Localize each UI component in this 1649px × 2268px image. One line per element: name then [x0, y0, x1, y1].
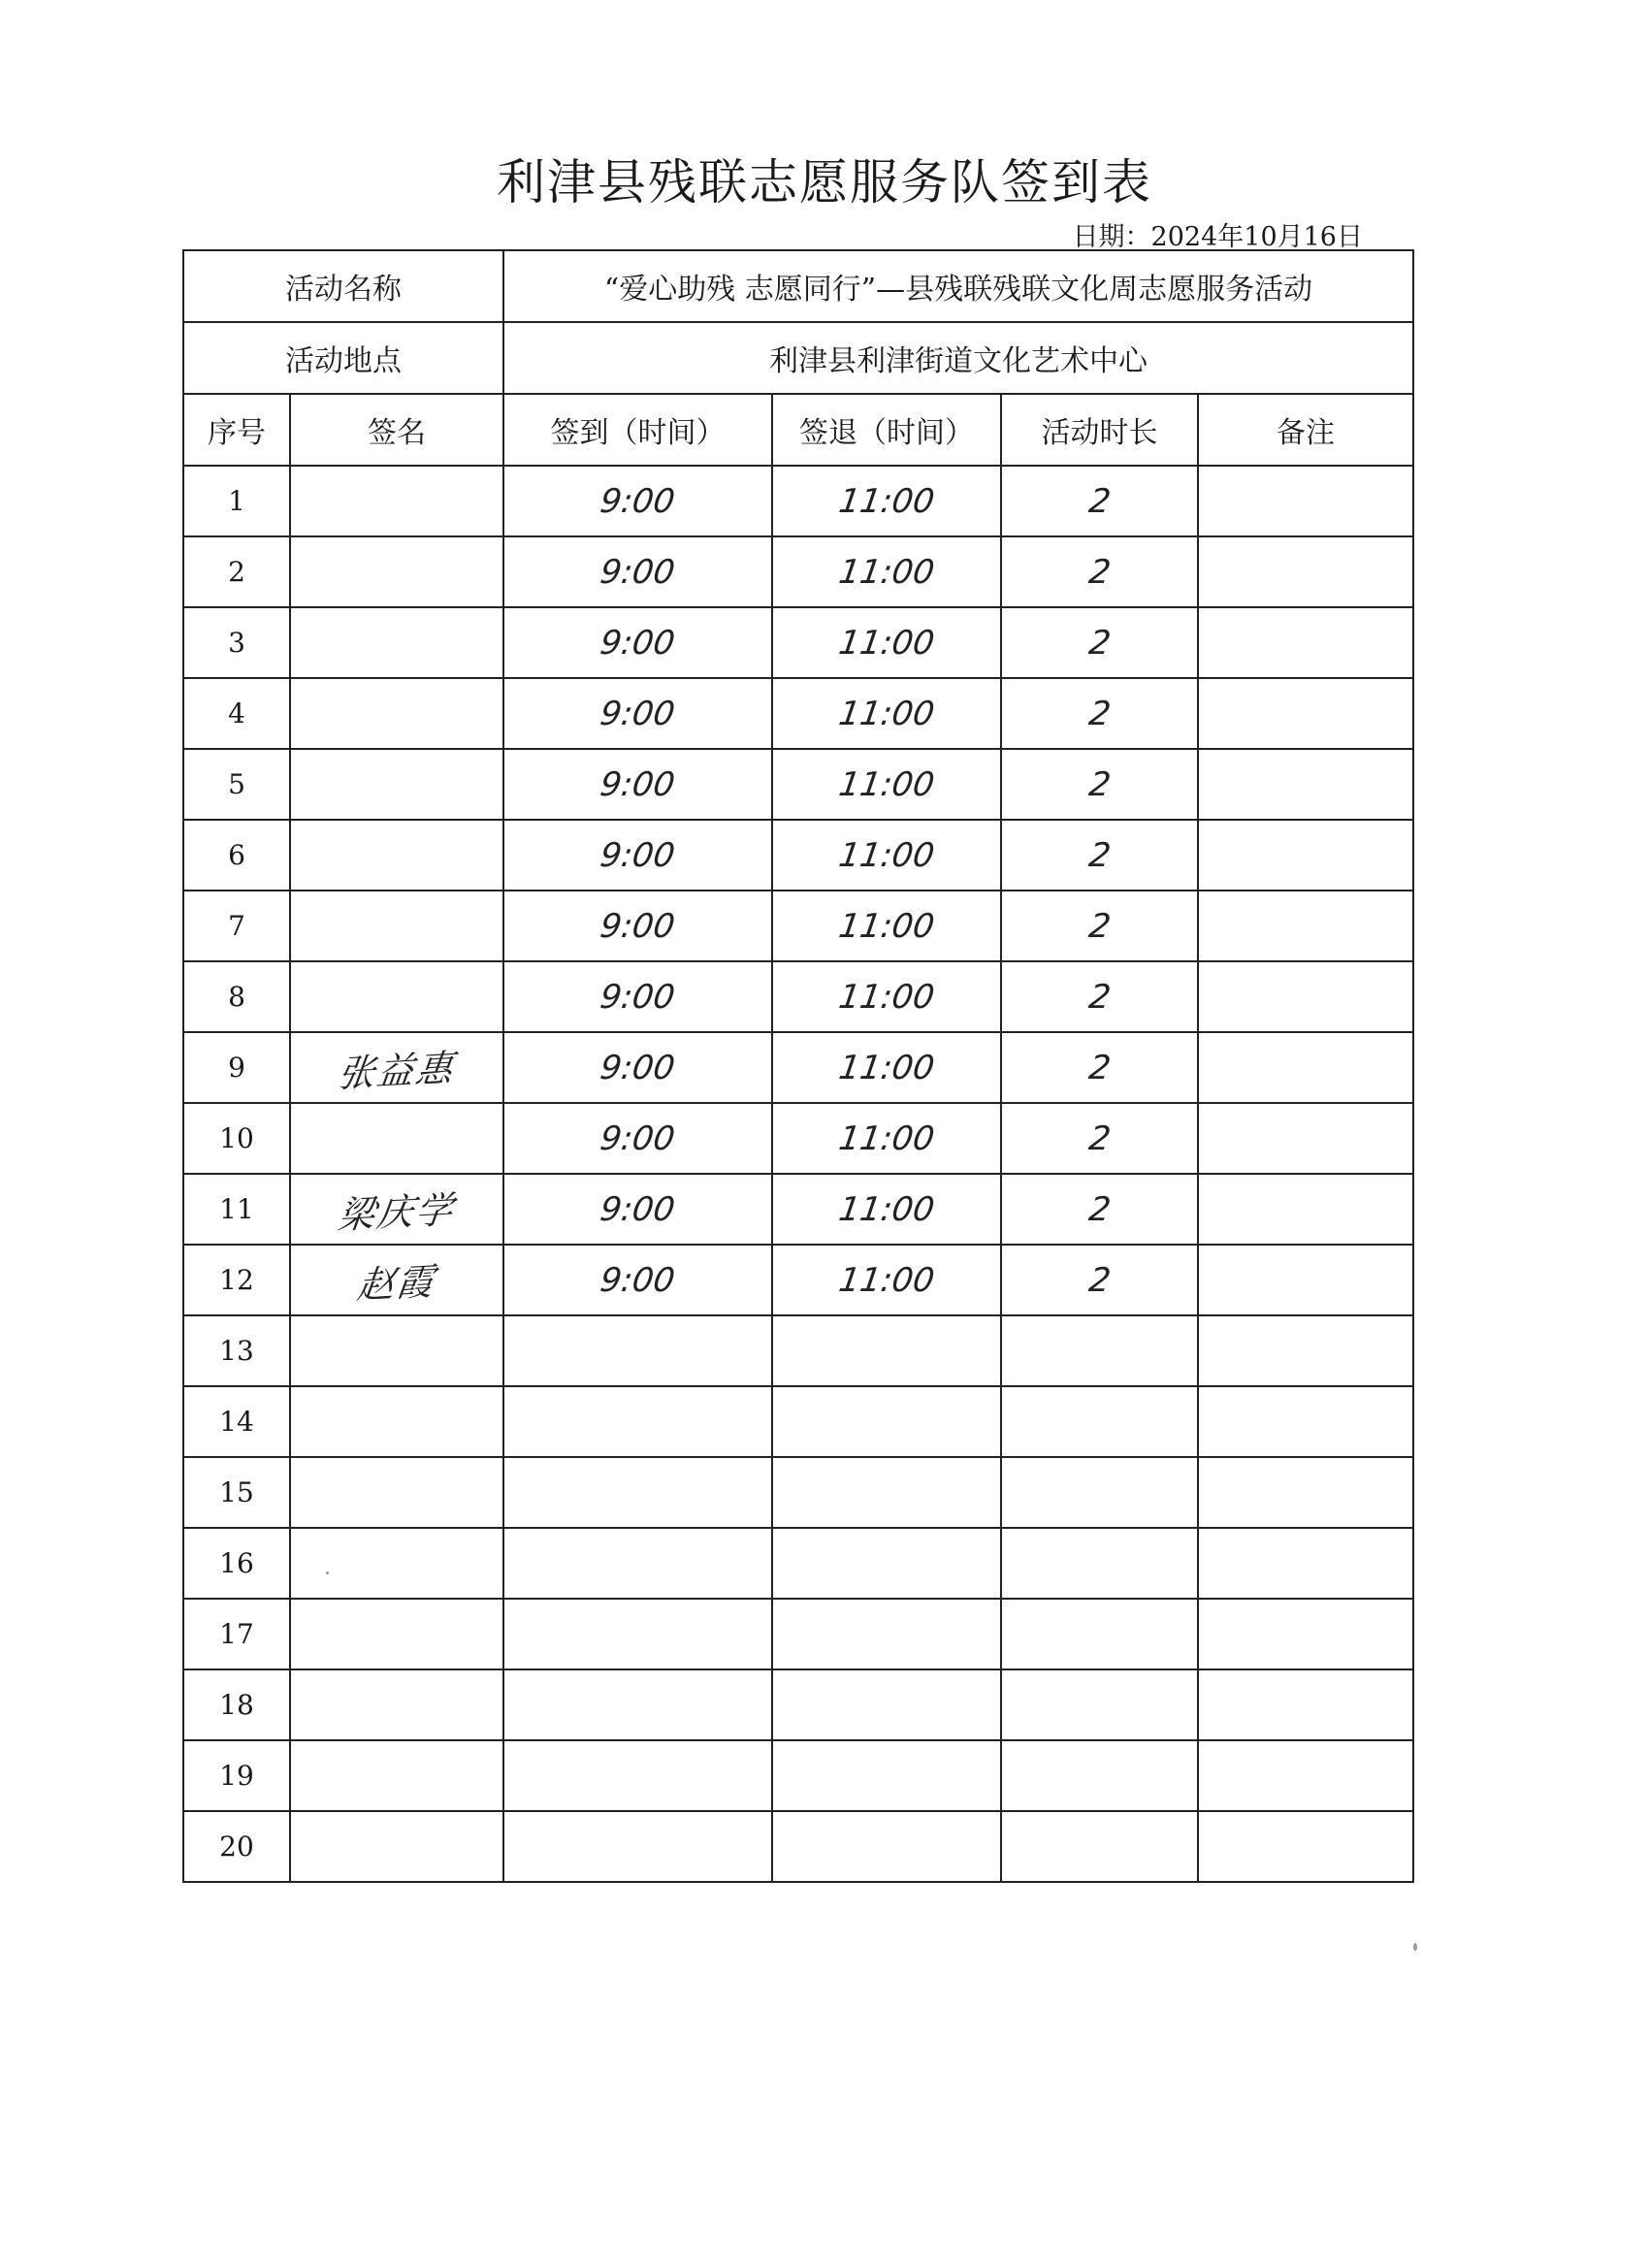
table-row [183, 1032, 1413, 1103]
header-duration: 活动时长 [1001, 394, 1198, 466]
sign-out-time [772, 1669, 1001, 1740]
location-value: 利津县利津街道文化艺术中心 [503, 322, 1413, 394]
sign-in-time-handwriting: 9:00 [598, 977, 678, 1017]
table-row [183, 678, 1413, 749]
sign-out-time [772, 466, 1001, 536]
location-label: 活动地点 [183, 322, 503, 394]
remarks-cell [1198, 1245, 1413, 1315]
header-sign-in: 签到（时间） [503, 394, 772, 466]
sign-out-time-handwriting: 11:00 [836, 694, 937, 733]
sign-in-time [503, 1103, 772, 1174]
duration-value [1001, 1457, 1198, 1528]
sign-in-time [503, 536, 772, 607]
activity-name-value: “爱心助残 志愿同行”—县残联残联文化周志愿服务活动 [503, 250, 1413, 322]
row-index: 15 [183, 1457, 290, 1528]
duration-value [1001, 891, 1198, 961]
sign-in-time-handwriting: 9:00 [598, 1118, 678, 1158]
sign-out-time [772, 891, 1001, 961]
sign-in-time [503, 607, 772, 678]
sign-out-time-handwriting: 11:00 [836, 1048, 937, 1087]
remarks-cell [1198, 1315, 1413, 1386]
duration-value-handwriting: 2 [1085, 906, 1114, 946]
row-index: 16 [183, 1528, 290, 1599]
sign-in-time [503, 1245, 772, 1315]
remarks-cell [1198, 607, 1413, 678]
sign-out-time [772, 1740, 1001, 1811]
duration-value-handwriting: 2 [1085, 481, 1114, 521]
sign-out-time [772, 1386, 1001, 1457]
signature-cell [290, 961, 503, 1032]
signature-cell [290, 1315, 503, 1386]
table-row [183, 1174, 1413, 1245]
sign-in-time [503, 820, 772, 891]
duration-value-handwriting: 2 [1085, 1260, 1114, 1300]
sign-out-time-handwriting: 11:00 [836, 764, 937, 804]
table-row [183, 1457, 1413, 1528]
sign-out-time [772, 820, 1001, 891]
table-row [183, 1528, 1413, 1599]
row-index: 14 [183, 1386, 290, 1457]
table-row [183, 891, 1413, 961]
header-remarks: 备注 [1198, 394, 1413, 466]
table-row [183, 961, 1413, 1032]
row-index: 2 [183, 536, 290, 607]
signature-cell-handwriting: 赵霞 [354, 1259, 438, 1308]
sign-in-time [503, 1315, 772, 1386]
duration-value-handwriting: 2 [1085, 977, 1114, 1017]
signature-cell-handwriting: 梁庆学 [335, 1187, 458, 1238]
sign-in-time-handwriting: 9:00 [598, 481, 678, 521]
signature-cell [290, 1174, 503, 1245]
sign-in-time-handwriting: 9:00 [598, 623, 678, 663]
table-row [183, 1811, 1413, 1882]
signature-cell [290, 1669, 503, 1740]
sign-in-time [503, 1669, 772, 1740]
row-index: 5 [183, 749, 290, 820]
sign-out-time-handwriting: 11:00 [836, 1189, 937, 1229]
remarks-cell [1198, 1457, 1413, 1528]
row-index: 1 [183, 466, 290, 536]
sign-in-time [503, 1386, 772, 1457]
table-row [183, 1245, 1413, 1315]
remarks-cell [1198, 1669, 1413, 1740]
duration-value-handwriting: 2 [1085, 1189, 1114, 1229]
activity-name-row [183, 250, 1413, 322]
remarks-cell [1198, 820, 1413, 891]
duration-value [1001, 961, 1198, 1032]
sign-in-time-handwriting: 9:00 [598, 835, 678, 875]
page-title: 利津县残联志愿服务队签到表 [497, 154, 1152, 211]
row-index: 13 [183, 1315, 290, 1386]
remarks-cell [1198, 1811, 1413, 1882]
header-index: 序号 [183, 394, 290, 466]
duration-value [1001, 1103, 1198, 1174]
sign-out-time [772, 536, 1001, 607]
scan-speck [1413, 1943, 1417, 1951]
table-row [183, 536, 1413, 607]
row-index: 6 [183, 820, 290, 891]
duration-value [1001, 820, 1198, 891]
remarks-cell [1198, 1174, 1413, 1245]
signature-cell [290, 536, 503, 607]
remarks-cell [1198, 466, 1413, 536]
sign-in-time-handwriting: 9:00 [598, 694, 678, 733]
duration-value [1001, 607, 1198, 678]
remarks-cell [1198, 536, 1413, 607]
remarks-cell [1198, 749, 1413, 820]
row-index: 17 [183, 1599, 290, 1669]
sign-out-time-handwriting: 11:00 [836, 1260, 937, 1300]
sign-out-time [772, 749, 1001, 820]
duration-value [1001, 1528, 1198, 1599]
duration-value [1001, 1032, 1198, 1103]
duration-value-handwriting: 2 [1085, 1118, 1114, 1158]
sign-out-time [772, 1315, 1001, 1386]
table-row [183, 1386, 1413, 1457]
duration-value [1001, 749, 1198, 820]
duration-value [1001, 1669, 1198, 1740]
remarks-cell [1198, 1103, 1413, 1174]
activity-name-label: 活动名称 [183, 250, 503, 322]
table-row [183, 820, 1413, 891]
signature-cell [290, 1599, 503, 1669]
duration-value [1001, 1811, 1198, 1882]
duration-value-handwriting: 2 [1085, 694, 1114, 733]
remarks-cell [1198, 1032, 1413, 1103]
table-row [183, 1315, 1413, 1386]
signature-cell [290, 1811, 503, 1882]
sign-out-time [772, 1245, 1001, 1315]
duration-value [1001, 466, 1198, 536]
signature-cell-handwriting: 张益惠 [335, 1046, 458, 1096]
remarks-cell [1198, 961, 1413, 1032]
row-index: 8 [183, 961, 290, 1032]
signature-cell [290, 1457, 503, 1528]
sign-in-time-handwriting: 9:00 [598, 1260, 678, 1300]
row-index: 20 [183, 1811, 290, 1882]
duration-value [1001, 1174, 1198, 1245]
sign-out-time-handwriting: 11:00 [836, 906, 937, 946]
duration-value [1001, 678, 1198, 749]
duration-value [1001, 1599, 1198, 1669]
row-index: 12 [183, 1245, 290, 1315]
remarks-cell [1198, 1740, 1413, 1811]
table-row [183, 1103, 1413, 1174]
sign-out-time [772, 961, 1001, 1032]
duration-value-handwriting: 2 [1085, 1048, 1114, 1087]
sign-out-time-handwriting: 11:00 [836, 481, 937, 521]
sign-out-time-handwriting: 11:00 [836, 1118, 937, 1158]
signature-cell [290, 749, 503, 820]
sign-out-time-handwriting: 11:00 [836, 623, 937, 663]
signature-cell [290, 607, 503, 678]
table-row [183, 1669, 1413, 1740]
signature-cell [290, 1740, 503, 1811]
row-index: 11 [183, 1174, 290, 1245]
duration-value [1001, 1740, 1198, 1811]
remarks-cell [1198, 1386, 1413, 1457]
duration-value [1001, 1315, 1198, 1386]
remarks-cell [1198, 891, 1413, 961]
table-row [183, 607, 1413, 678]
table-header-row [183, 394, 1413, 466]
row-index: 18 [183, 1669, 290, 1740]
sign-in-time [503, 891, 772, 961]
duration-value-handwriting: 2 [1085, 764, 1114, 804]
row-index: 10 [183, 1103, 290, 1174]
sign-out-time [772, 1599, 1001, 1669]
duration-value [1001, 1245, 1198, 1315]
row-index: 3 [183, 607, 290, 678]
duration-value [1001, 1386, 1198, 1457]
table-row [183, 749, 1413, 820]
table-row [183, 1599, 1413, 1669]
scan-speck [326, 1571, 329, 1574]
signature-cell [290, 1528, 503, 1599]
signature-cell [290, 891, 503, 961]
sign-out-time [772, 1174, 1001, 1245]
sign-in-time-handwriting: 9:00 [598, 1048, 678, 1087]
sign-in-time [503, 1811, 772, 1882]
sign-in-time [503, 749, 772, 820]
signature-cell [290, 466, 503, 536]
sign-out-time [772, 1457, 1001, 1528]
sign-out-time [772, 1103, 1001, 1174]
sign-out-time [772, 678, 1001, 749]
sign-in-time-handwriting: 9:00 [598, 764, 678, 804]
sign-in-time [503, 1032, 772, 1103]
sign-out-time-handwriting: 11:00 [836, 552, 937, 592]
signature-cell [290, 1245, 503, 1315]
sign-in-time-handwriting: 9:00 [598, 552, 678, 592]
sign-in-time [503, 961, 772, 1032]
duration-value-handwriting: 2 [1085, 835, 1114, 875]
remarks-cell [1198, 678, 1413, 749]
location-row [183, 322, 1413, 394]
sign-in-time-handwriting: 9:00 [598, 1189, 678, 1229]
signature-cell [290, 820, 503, 891]
sign-in-time [503, 1528, 772, 1599]
duration-value [1001, 536, 1198, 607]
row-index: 4 [183, 678, 290, 749]
signature-cell [290, 678, 503, 749]
sign-in-table [182, 249, 1414, 1883]
signature-cell [290, 1032, 503, 1103]
sign-in-time [503, 1599, 772, 1669]
row-index: 19 [183, 1740, 290, 1811]
signature-cell [290, 1386, 503, 1457]
sign-in-time [503, 1174, 772, 1245]
row-index: 9 [183, 1032, 290, 1103]
duration-value-handwriting: 2 [1085, 623, 1114, 663]
duration-value-handwriting: 2 [1085, 552, 1114, 592]
sign-out-time [772, 607, 1001, 678]
signature-cell [290, 1103, 503, 1174]
sign-in-time-handwriting: 9:00 [598, 906, 678, 946]
sign-out-time [772, 1032, 1001, 1103]
sign-out-time [772, 1811, 1001, 1882]
sign-in-time [503, 1457, 772, 1528]
table-row [183, 1740, 1413, 1811]
header-signature: 签名 [290, 394, 503, 466]
date-line: 日期：2024年10月16日 [1072, 222, 1363, 252]
sign-in-time [503, 678, 772, 749]
sign-out-time-handwriting: 11:00 [836, 835, 937, 875]
remarks-cell [1198, 1528, 1413, 1599]
table-row [183, 466, 1413, 536]
sign-in-time [503, 1740, 772, 1811]
sign-in-time [503, 466, 772, 536]
remarks-cell [1198, 1599, 1413, 1669]
sign-out-time [772, 1528, 1001, 1599]
header-sign-out: 签退（时间） [772, 394, 1001, 466]
row-index: 7 [183, 891, 290, 961]
sign-out-time-handwriting: 11:00 [836, 977, 937, 1017]
